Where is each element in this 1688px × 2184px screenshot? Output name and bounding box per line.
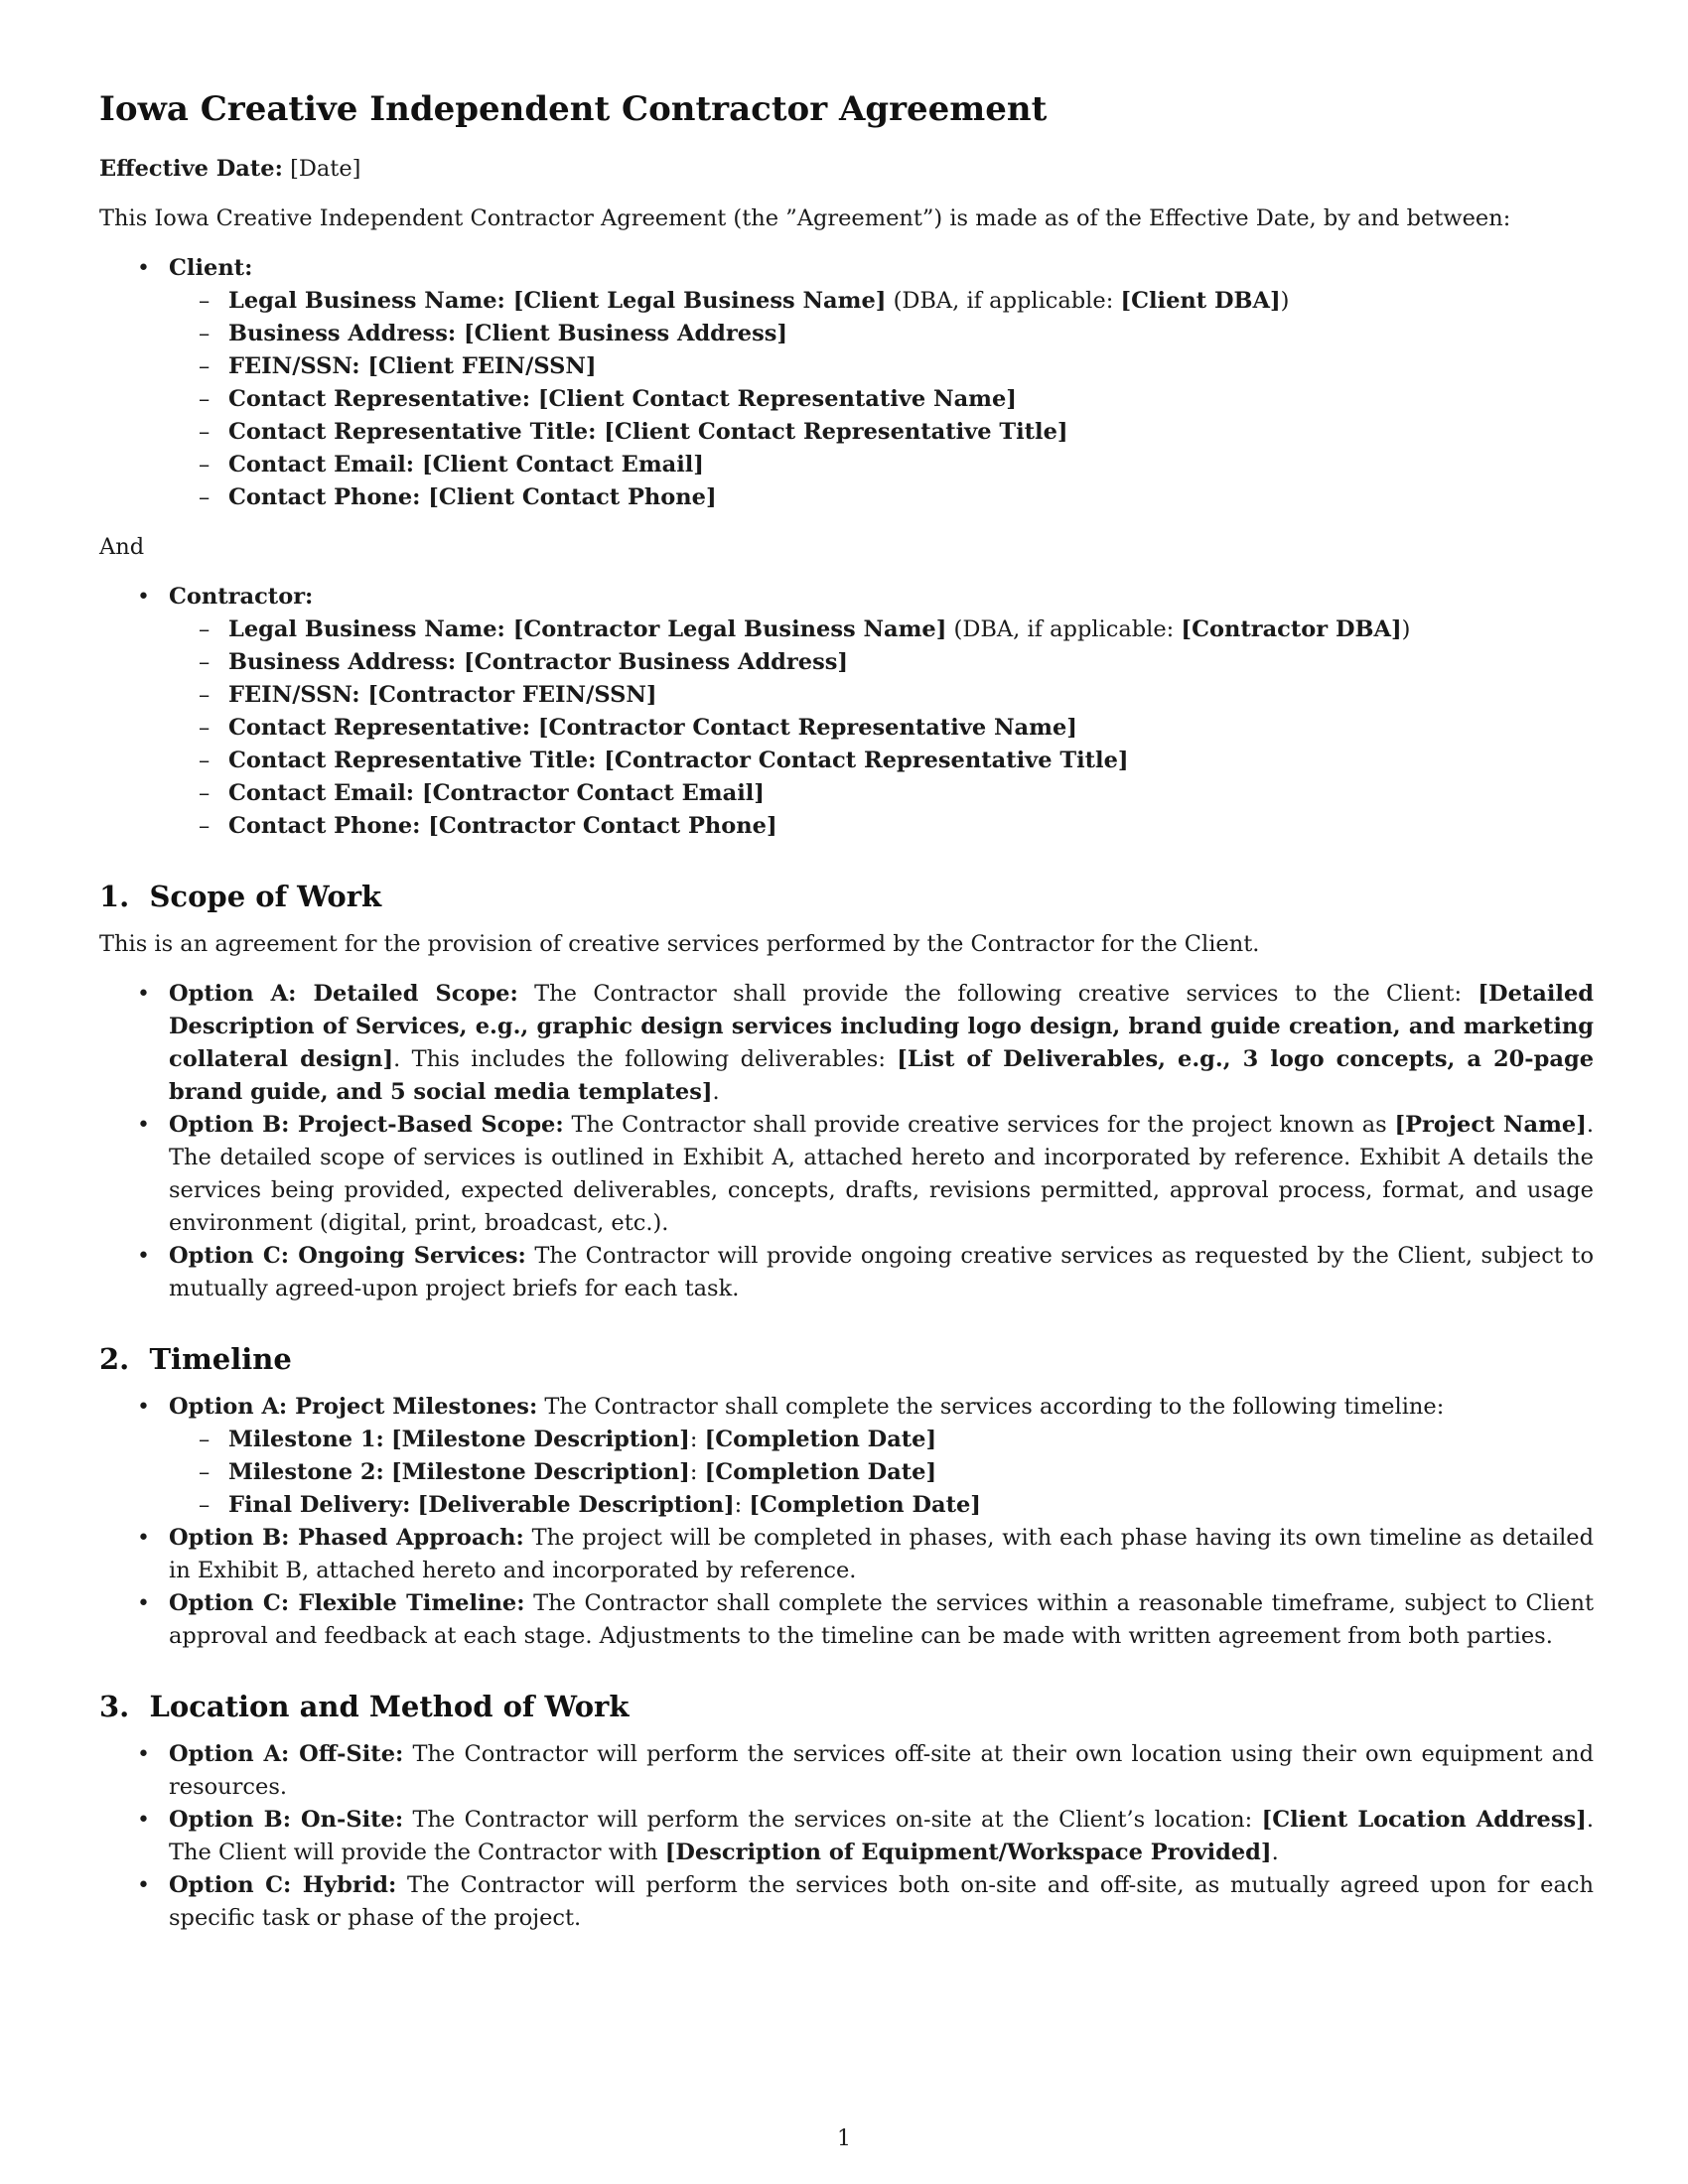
location-option-a: • Option A: Off-Site: The Contractor will perform the services off-site at their own location using their own equipment and resources. xyxy=(99,1738,1594,1804)
contractor-fields xyxy=(169,614,1594,843)
contractor-fein-ssn: – FEIN/SSN: [Contractor FEIN/SSN] xyxy=(169,679,1594,712)
scope-option-b: • Option B: Project-Based Scope: The Contractor shall provide creative services for the project known as [Project Name]. The detailed scope of services is outlined in Exhibit A, attached hereto and incorporated by reference. Exhibit A details the services being provided, expected deliverables, concepts, drafts, revisions permitted, approval process, format, and usage environment (digital, print, broadcast, etc.). xyxy=(99,1109,1594,1240)
document-title: Iowa Creative Independent Contractor Agreement xyxy=(99,89,1048,129)
scope-option-c: • Option C: Ongoing Services: The Contractor will provide ongoing creative services as requested by the Client, subject to mutually agreed-upon project briefs for each task. xyxy=(99,1240,1594,1305)
effective-date-value: [Date] xyxy=(290,156,361,182)
timeline-option-a: • Option A: Project Milestones: The Contractor shall complete the services according to the following timeline: – Milestone 1: [Milestone Description]: [Completion Date] – Milestone 2: [Milestone Description]: [Completion Date] – Final Delivery: [Deliverable Description]: [Completion Date] xyxy=(99,1391,1594,1522)
contractor-legal-name: – Legal Business Name: [Contractor Legal Business Name] (DBA, if applicable: [Contractor DBA]) xyxy=(169,614,1594,646)
client-contact-representative: – Contact Representative: [Client Contact Representative Name] xyxy=(169,383,1594,416)
client-business-address: – Business Address: [Client Business Address] xyxy=(169,318,1594,350)
milestone-final: – Final Delivery: [Deliverable Description]: [Completion Date] xyxy=(169,1489,1594,1522)
timeline-option-c: • Option C: Flexible Timeline: The Contractor shall complete the services within a reasonable timeframe, subject to Client approval and feedback at each stage. Adjustments to the timeline can be made with written agreement from both parties. xyxy=(99,1587,1594,1653)
client-contact-email: – Contact Email: [Client Contact Email] xyxy=(169,449,1594,481)
section-2-options xyxy=(99,1391,1594,1653)
client-fields xyxy=(169,285,1594,514)
scope-option-a: • Option A: Detailed Scope: The Contractor shall provide the following creative services to the Client: [Detailed Description of Services, e.g., graphic design services including logo design, brand guide creation, and marketing collateral design]. This includes the following deliverables: [List of Deliverables, e.g., 3 logo concepts, a 20-page brand guide, and 5 social media templates]. xyxy=(99,978,1594,1109)
document-page xyxy=(99,79,1594,1952)
effective-date xyxy=(99,153,1594,186)
section-1-options xyxy=(99,978,1594,1305)
section-2-heading: 2. Timeline xyxy=(99,1342,292,1376)
contractor-heading: Contractor: xyxy=(169,584,314,610)
intro-paragraph: This Iowa Creative Independent Contractor Agreement (the ”Agreement”) is made as of the Effective Date, by and between: xyxy=(99,205,1511,231)
client-list xyxy=(99,252,1594,514)
client-contact-title: – Contact Representative Title: [Client Contact Representative Title] xyxy=(169,416,1594,449)
client-fein-ssn: – FEIN/SSN: [Client FEIN/SSN] xyxy=(169,350,1594,383)
section-3-heading: 3. Location and Method of Work xyxy=(99,1690,630,1723)
client-heading: Client: xyxy=(169,255,253,281)
location-option-b: • Option B: On-Site: The Contractor will perform the services on-site at the Client’s location: [Client Location Address]. The Client will provide the Contractor with [Description of Equipment/Workspace Provided]. xyxy=(99,1804,1594,1869)
client-legal-name: – Legal Business Name: [Client Legal Business Name] (DBA, if applicable: [Client DBA]) xyxy=(169,285,1594,318)
contractor-contact-representative: – Contact Representative: [Contractor Contact Representative Name] xyxy=(169,712,1594,745)
location-option-c: • Option C: Hybrid: The Contractor will perform the services both on-site and off-site, as mutually agreed upon for each specific task or phase of the project. xyxy=(99,1869,1594,1935)
contractor-contact-phone: – Contact Phone: [Contractor Contact Phone] xyxy=(169,810,1594,843)
and-text: And xyxy=(99,534,145,560)
milestone-2: – Milestone 2: [Milestone Description]: [Completion Date] xyxy=(169,1456,1594,1489)
client-contact-phone: – Contact Phone: [Client Contact Phone] xyxy=(169,481,1594,514)
client-item xyxy=(99,252,1594,514)
contractor-business-address: – Business Address: [Contractor Business Address] xyxy=(169,646,1594,679)
contractor-item xyxy=(99,581,1594,843)
milestone-1: – Milestone 1: [Milestone Description]: [Completion Date] xyxy=(169,1424,1594,1456)
contractor-contact-title: – Contact Representative Title: [Contractor Contact Representative Title] xyxy=(169,745,1594,777)
section-1-heading: 1. Scope of Work xyxy=(99,880,382,913)
section-1-intro: This is an agreement for the provision of creative services performed by the Contractor for the Client. xyxy=(99,931,1260,957)
contractor-contact-email: – Contact Email: [Contractor Contact Email] xyxy=(169,777,1594,810)
effective-date-label: Effective Date: xyxy=(99,156,283,182)
page-number: 1 xyxy=(837,2126,851,2151)
milestone-list xyxy=(169,1424,1594,1522)
timeline-option-b: • Option B: Phased Approach: The project will be completed in phases, with each phase having its own timeline as detailed in Exhibit B, attached hereto and incorporated by reference. xyxy=(99,1522,1594,1587)
section-3-options xyxy=(99,1738,1594,1935)
contractor-list xyxy=(99,581,1594,843)
